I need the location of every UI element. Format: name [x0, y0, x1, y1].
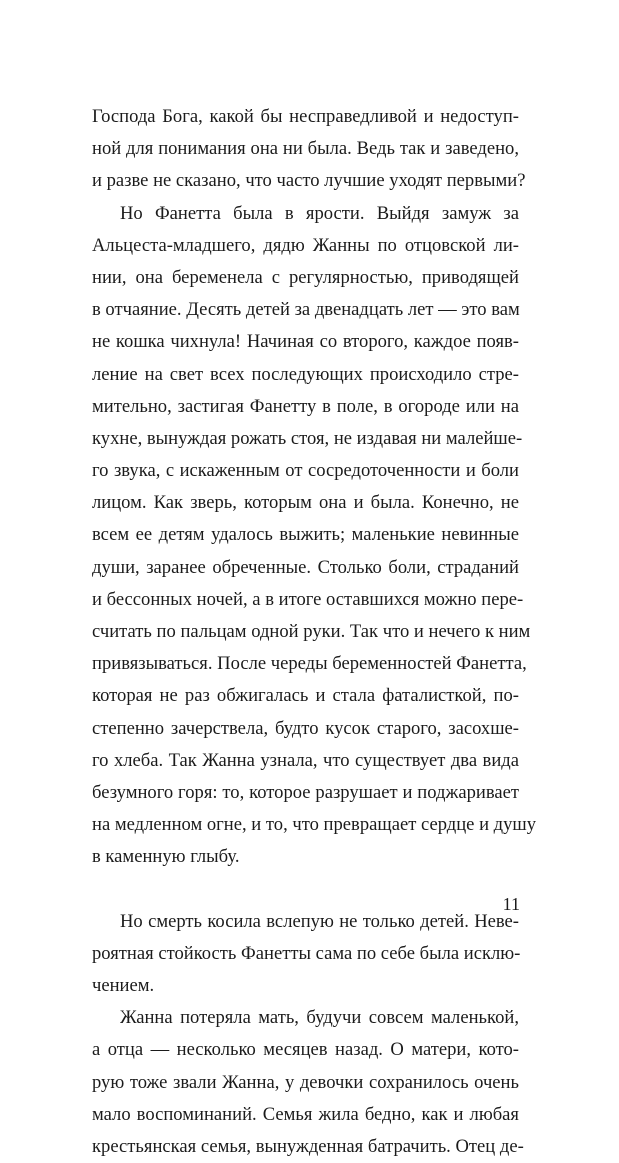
text-line: ление на свет всех последующих происходило стре- [92, 363, 519, 385]
paragraph [92, 198, 537, 874]
text-line: на медленном огне, и то, что превращает сердце и душу [92, 814, 537, 836]
text-line: не кошка чихнула! Начиная со второго, каждое появ- [92, 331, 519, 353]
text-line: Альцеста-младшего, дядю Жанны по отцовской ли- [92, 234, 519, 256]
text-line: лицом. Как зверь, которым она и была. Конечно, не [92, 492, 519, 514]
paragraph [92, 906, 519, 1003]
text-line: степенно зачерствела, будто кусок старого, засохше- [92, 717, 519, 739]
text-line: в каменную глыбу. [92, 846, 240, 868]
text-line: го звука, с искаженным от сосредоточенности и боли [92, 460, 519, 482]
text-line: мало воспоминаний. Семья жила бедно, как и любая [92, 1103, 519, 1125]
text-line: крестьянская семья, вынужденная батрачить. Отец де- [92, 1136, 524, 1157]
text-line: безумного горя: то, которое разрушает и поджаривает [92, 781, 519, 803]
text-line: которая не раз обжигалась и стала фаталисткой, по- [92, 685, 519, 707]
text-line: и разве не сказано, что часто лучшие уходят первыми? [92, 170, 526, 192]
text-line: всем ее детям удалось выжить; маленькие невинные [92, 524, 519, 546]
paragraph [92, 1002, 524, 1163]
text-line: Жанна потеряла мать, будучи совсем маленькой, [120, 1007, 519, 1029]
section-break [92, 874, 519, 906]
text-line: привязываться. После череды беременностей Фанетта, [92, 653, 527, 675]
text-line: нии, она беременела с регулярностью, приводящей [92, 266, 519, 288]
text-line: рую тоже звали Жанна, у девочки сохранилось очень [92, 1071, 519, 1093]
text-line: а отца — несколько месяцев назад. О матери, кото- [92, 1039, 519, 1061]
text-line: го хлеба. Так Жанна узнала, что существует два вида [92, 749, 519, 771]
text-line: кухне, вынуждая рожать стоя, не издавая ни малейше- [92, 427, 523, 449]
page-number: 11 [502, 894, 520, 914]
text-line: мительно, застигая Фанетту в поле, в огороде или на [92, 395, 519, 417]
text-line: души, заранее обреченные. Столько боли, страданий [92, 556, 519, 578]
text-line: Но Фанетта была в ярости. Выйдя замуж за [120, 202, 519, 224]
text-line: считать по пальцам одной руки. Так что и нечего к ним [92, 621, 531, 642]
text-line: роятная стойкость Фанетты сама по себе была исклю- [92, 942, 521, 964]
text-line: и бессонных ночей, а в итоге оставшихся можно пере- [92, 588, 524, 610]
text-line: в отчаяние. Десять детей за двенадцать лет — это вам [92, 299, 520, 321]
text-line: Но смерть косила вслепую не только детей. Неве- [120, 910, 519, 932]
text-line: чением. [92, 975, 155, 997]
paragraph [92, 101, 526, 198]
text-line: ной для понимания она ни была. Ведь так и заведено, [92, 138, 519, 160]
text-line: Господа Бога, какой бы несправедливой и недоступ- [92, 106, 519, 127]
body-text [92, 101, 537, 1163]
